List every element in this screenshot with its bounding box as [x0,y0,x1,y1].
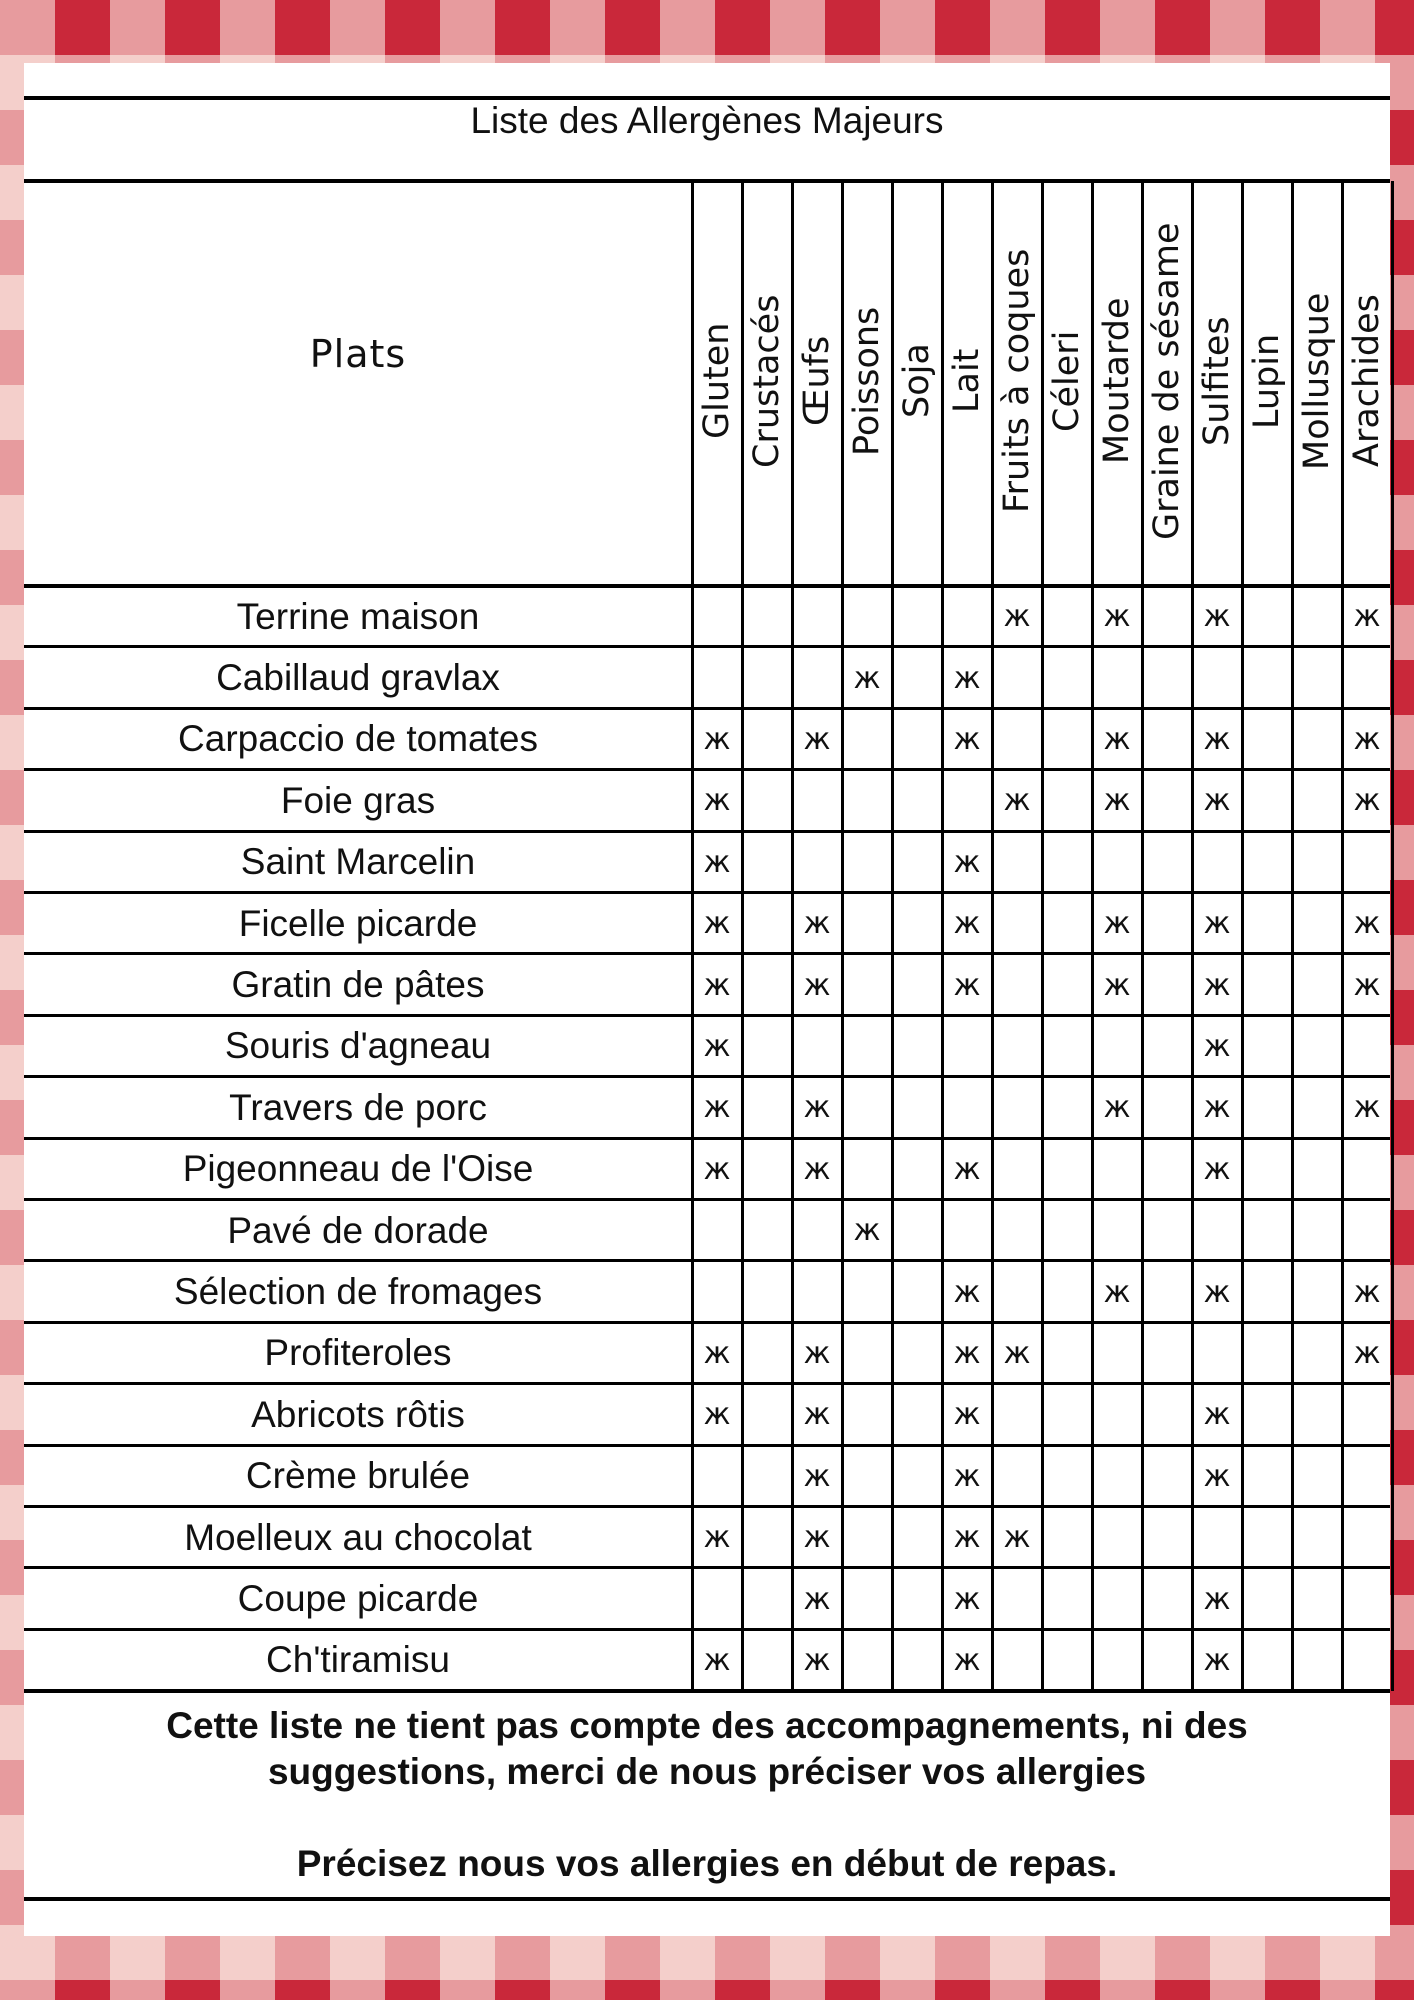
allergen-mark: ж [703,1090,731,1126]
dish-name: Ficelle picarde [238,902,478,944]
sheet-title: Liste des Allergènes Majeurs [470,100,944,141]
allergen-header: Œufs [797,335,837,427]
allergen-mark: ж [1003,1520,1031,1556]
allergen-mark: ж [1103,1090,1131,1126]
allergen-mark: ж [803,906,831,942]
allergen-header: Mollusque [1297,292,1337,470]
plats-column-header: Plats [309,331,407,376]
allergen-mark: ж [1103,783,1131,819]
allergen-mark: ж [1203,906,1231,942]
dish-name: Travers de porc [229,1086,487,1128]
allergen-mark: ж [1203,783,1231,819]
allergen-header: Soja [897,343,937,419]
allergen-mark: ж [1203,1151,1231,1187]
allergen-mark: ж [953,660,981,696]
allergen-mark: ж [1003,783,1031,819]
allergen-mark: ж [703,967,731,1003]
allergen-mark: ж [1203,599,1231,635]
allergen-mark: ж [953,1335,981,1371]
allergen-mark: ж [953,721,981,757]
allergen-mark: ж [953,1642,981,1678]
allergen-header: Graine de sésame [1147,222,1187,540]
allergen-mark: ж [953,1151,981,1187]
allergen-mark: ж [703,1397,731,1433]
allergen-mark: ж [1353,967,1381,1003]
allergen-header: Moutarde [1097,297,1137,465]
allergen-mark: ж [803,1151,831,1187]
allergen-mark: ж [953,1397,981,1433]
allergen-mark: ж [703,1642,731,1678]
dish-name: Pigeonneau de l'Oise [182,1148,534,1190]
allergen-header: Lupin [1247,333,1287,429]
allergen-mark: ж [953,967,981,1003]
dish-name: Terrine maison [236,595,480,637]
allergen-mark: ж [1103,906,1131,942]
dish-name: Abricots rôtis [251,1393,465,1435]
allergen-mark: ж [1103,599,1131,635]
allergen-header: Sulfites [1197,316,1237,446]
allergen-mark: ж [1003,1335,1031,1371]
allergen-mark: ж [1103,721,1131,757]
allergen-mark: ж [803,1642,831,1678]
allergen-mark: ж [1353,721,1381,757]
allergen-mark: ж [1203,1397,1231,1433]
dish-name: Saint Marcelin [240,841,476,883]
dish-name: Gratin de pâtes [231,964,485,1006]
allergen-mark: ж [703,1028,731,1064]
allergen-mark: ж [703,1335,731,1371]
allergen-mark: ж [703,1520,731,1556]
dish-name: Profiteroles [264,1332,452,1374]
dish-name: Souris d'agneau [224,1025,492,1067]
dish-name: Coupe picarde [237,1578,479,1620]
allergen-mark: ж [1353,906,1381,942]
allergen-mark: ж [803,967,831,1003]
allergen-mark: ж [1003,599,1031,635]
allergen-mark: ж [953,1458,981,1494]
allergen-mark: ж [703,1151,731,1187]
allergen-mark: ж [853,1213,881,1249]
allergen-mark: ж [1203,1458,1231,1494]
note-line-2: suggestions, merci de nous préciser vos allergies [267,1751,1147,1792]
dish-name: Crème brulée [245,1455,471,1497]
dish-name: Moelleux au chocolat [184,1516,532,1558]
dish-name: Sélection de fromages [173,1271,543,1313]
dish-name: Cabillaud gravlax [216,657,500,699]
allergen-header: Arachides [1347,294,1387,468]
allergen-mark: ж [703,844,731,880]
allergen-mark: ж [953,906,981,942]
allergen-header: Poissons [847,306,887,456]
allergen-header: Fruits à coques [997,248,1037,514]
allergen-mark: ж [803,1090,831,1126]
dish-name: Carpaccio de tomates [178,718,538,760]
allergen-mark: ж [953,844,981,880]
dish-name: Ch'tiramisu [266,1639,450,1681]
allergen-mark: ж [1353,1335,1381,1371]
allergen-mark: ж [803,1458,831,1494]
allergen-mark: ж [1203,1581,1231,1617]
allergen-mark: ж [703,783,731,819]
allergen-mark: ж [1203,967,1231,1003]
allergen-header: Crustacés [747,294,787,468]
allergen-mark: ж [803,1397,831,1433]
top-rule [24,96,1390,100]
allergen-sheet [24,63,1390,1936]
dish-name: Foie gras [280,779,436,821]
allergen-mark: ж [1203,1274,1231,1310]
allergen-mark: ж [803,1335,831,1371]
allergen-mark: ж [1203,1090,1231,1126]
allergen-mark: ж [803,1581,831,1617]
allergen-mark: ж [853,660,881,696]
allergen-mark: ж [953,1581,981,1617]
allergen-mark: ж [803,1520,831,1556]
dish-name: Pavé de dorade [227,1209,489,1251]
allergen-mark: ж [1103,1274,1131,1310]
allergen-mark: ж [703,721,731,757]
allergen-mark: ж [703,906,731,942]
allergen-mark: ж [1203,1642,1231,1678]
allergen-mark: ж [953,1274,981,1310]
allergen-mark: ж [1103,967,1131,1003]
allergen-mark: ж [1203,721,1231,757]
footer-rule [24,1897,1390,1901]
allergen-mark: ж [1353,599,1381,635]
allergen-mark: ж [953,1520,981,1556]
allergen-header: Céleri [1047,330,1087,432]
allergen-mark: ж [1353,783,1381,819]
allergen-mark: ж [803,721,831,757]
allergen-header: Lait [947,348,987,414]
note-line-1: Cette liste ne tient pas compte des accompagnements, ni des [166,1705,1248,1746]
allergen-header: Gluten [697,322,737,440]
allergen-mark: ж [1203,1028,1231,1064]
note-line-3: Précisez nous vos allergies en début de repas. [296,1843,1118,1884]
allergen-mark: ж [1353,1090,1381,1126]
allergen-mark: ж [1353,1274,1381,1310]
